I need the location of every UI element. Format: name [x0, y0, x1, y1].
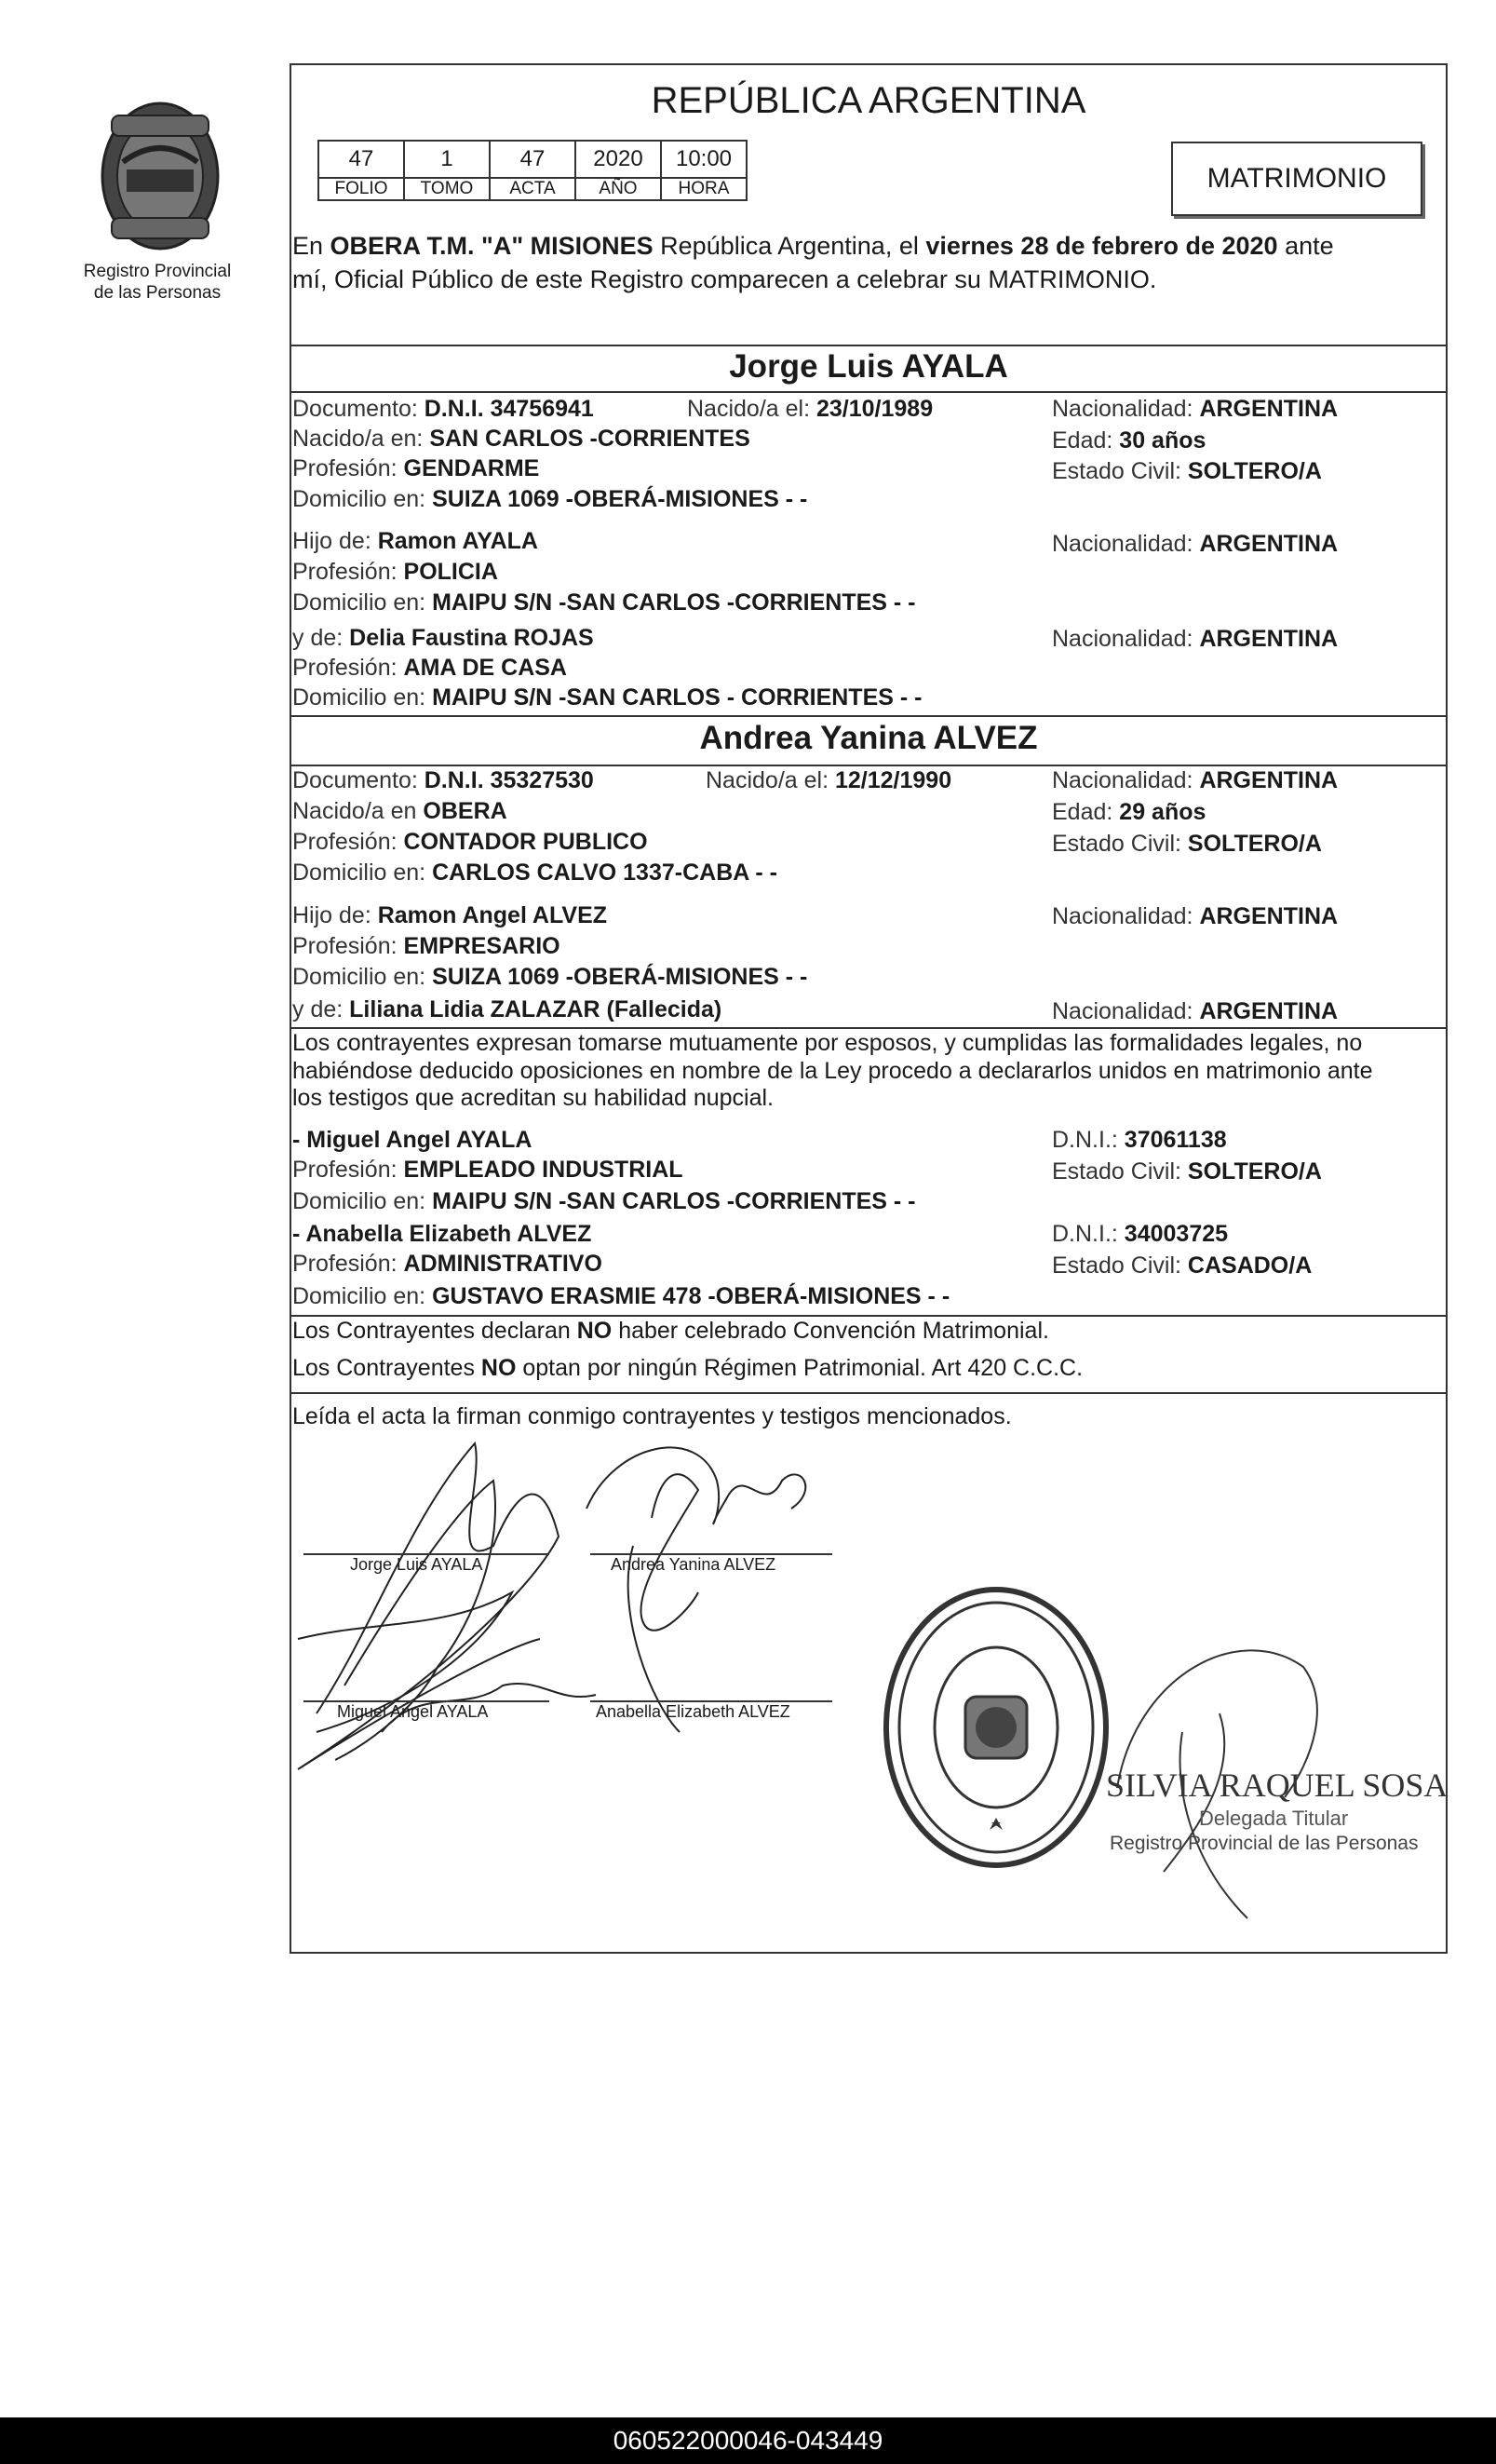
registry-line-2: de las Personas: [93, 283, 222, 303]
witness2-name-value: - Anabella Elizabeth ALVEZ: [292, 1221, 592, 1247]
s1-mother-nat-label: Nacionalidad:: [1052, 626, 1193, 652]
s1-civil: [1052, 456, 1322, 486]
witness1-dni-value: 37061138: [1124, 1127, 1227, 1153]
s1-born-in: [292, 424, 750, 454]
s1-father-label: Hijo de:: [292, 528, 371, 554]
s1-born-in-label: Nacido/a en:: [292, 426, 424, 452]
s2-dom-label: Domicilio en:: [292, 860, 426, 886]
s2-mother: [292, 995, 721, 1024]
s2-dom: [292, 858, 777, 887]
country-title: REPÚBLICA ARGENTINA: [651, 80, 1086, 121]
s1-age-value: 30 años: [1119, 427, 1206, 454]
s1-prof-value: GENDARME: [403, 455, 540, 481]
acta-value: 47: [490, 141, 575, 178]
s2-born-on-label: Nacido/a el:: [706, 767, 829, 793]
s2-father-value: Ramon Angel ALVEZ: [377, 902, 608, 928]
spouse2-name: Andrea Yanina ALVEZ: [699, 720, 1038, 756]
s1-mother-prof-label: Profesión:: [292, 655, 398, 681]
witness1-prof-value: EMPLEADO INDUSTRIAL: [403, 1157, 683, 1183]
s1-mother-value: Delia Faustina ROJAS: [349, 625, 594, 651]
record-index-table: [317, 140, 748, 201]
s1-mother-prof-value: AMA DE CASA: [403, 655, 567, 681]
s1-mother-nat-value: ARGENTINA: [1199, 626, 1339, 652]
s1-father: [292, 526, 538, 556]
s2-doc: [292, 765, 594, 795]
witness2-prof-value: ADMINISTRATIVO: [403, 1251, 602, 1277]
s1-dom-label: Domicilio en:: [292, 486, 426, 512]
s2-father-dom-value: SUIZA 1069 -OBERÁ-MISIONES - -: [432, 964, 808, 990]
s1-mother-label: y de:: [292, 625, 344, 651]
s1-dom-value: SUIZA 1069 -OBERÁ-MISIONES - -: [432, 486, 808, 512]
regime-statement: [292, 1353, 1083, 1383]
s2-born-on: [706, 765, 951, 795]
witness2-dni-value: 34003725: [1124, 1221, 1229, 1247]
s1-mother-prof: [292, 653, 567, 683]
witness1-dni: [1052, 1125, 1227, 1155]
s1-father-dom-label: Domicilio en:: [292, 589, 426, 616]
s1-doc: [292, 394, 594, 424]
hora-label: HORA: [661, 178, 747, 200]
s1-prof: [292, 454, 539, 483]
s2-age-value: 29 años: [1119, 799, 1206, 825]
s1-age: [1052, 426, 1206, 455]
misiones-seal-icon: [86, 97, 235, 255]
s2-mother-label: y de:: [292, 996, 344, 1022]
delegation-seal-icon: [880, 1583, 1112, 1872]
s1-father-prof-value: POLICIA: [403, 559, 498, 585]
reg-pre: Los Contrayentes: [292, 1355, 481, 1381]
intro-place: OBERA T.M. "A" MISIONES: [330, 232, 654, 260]
s1-civil-label: Estado Civil:: [1052, 458, 1181, 484]
witness2-civil: [1052, 1251, 1312, 1280]
intro-pre: En: [292, 232, 330, 260]
s2-born-in-label: Nacido/a en: [292, 798, 417, 824]
witness1-civil-value: SOLTERO/A: [1187, 1158, 1322, 1185]
s2-father-nat-label: Nacionalidad:: [1052, 903, 1193, 929]
s2-father-label: Hijo de:: [292, 902, 371, 928]
s2-father-prof-label: Profesión:: [292, 933, 398, 959]
s1-born-on: [687, 394, 933, 424]
folio-value: 47: [318, 141, 404, 178]
s2-civil-label: Estado Civil:: [1052, 831, 1181, 857]
witness1-dom-label: Domicilio en:: [292, 1188, 426, 1214]
s1-mother-dom-value: MAIPU S/N -SAN CARLOS - CORRIENTES - -: [432, 684, 923, 711]
s2-age-label: Edad:: [1052, 799, 1113, 825]
s2-father-nat-value: ARGENTINA: [1199, 903, 1339, 929]
intro-post: ante: [1277, 232, 1334, 260]
witness1-dom: [292, 1186, 916, 1216]
s1-nat-value: ARGENTINA: [1199, 396, 1339, 422]
witness2-civil-label: Estado Civil:: [1052, 1252, 1181, 1279]
s2-age: [1052, 797, 1206, 827]
s1-doc-value: D.N.I. 34756941: [424, 396, 594, 422]
anio-label: AÑO: [575, 178, 661, 200]
s1-father-nat-value: ARGENTINA: [1199, 531, 1339, 557]
tomo-label: TOMO: [404, 178, 490, 200]
record-type-box: MATRIMONIO: [1171, 142, 1422, 216]
s1-mother-dom-label: Domicilio en:: [292, 684, 426, 711]
s2-prof: [292, 827, 648, 857]
s1-mother-dom: [292, 683, 922, 712]
s1-nat: [1052, 394, 1338, 424]
s2-born-on-value: 12/12/1990: [834, 767, 952, 793]
sig-name-spouse1: Jorge Luis AYALA: [350, 1555, 483, 1574]
declaration-line-3: los testigos que acreditan su habilidad nupcial.: [292, 1085, 775, 1111]
s2-doc-label: Documento:: [292, 767, 418, 793]
s2-father-dom-label: Domicilio en:: [292, 964, 426, 990]
spouse1-name: Jorge Luis AYALA: [729, 348, 1008, 385]
s2-civil: [1052, 829, 1322, 859]
s1-age-label: Edad:: [1052, 427, 1113, 454]
officer-title: Delegada Titular: [1199, 1807, 1349, 1830]
witness1-prof-label: Profesión:: [292, 1157, 398, 1183]
witness1-dni-label: D.N.I.:: [1052, 1127, 1118, 1153]
registry-caption: [60, 261, 255, 304]
witness2-dni: [1052, 1219, 1228, 1249]
province-emblem: [86, 97, 235, 255]
registry-line-1: Registro Provincial: [83, 262, 232, 281]
witness1-prof: [292, 1155, 683, 1185]
s2-father-dom: [292, 962, 807, 992]
witness2-name: [292, 1219, 591, 1249]
acta-label: ACTA: [490, 178, 575, 200]
sig-name-spouse2: Andrea Yanina ALVEZ: [611, 1555, 776, 1574]
s2-mother-value: Liliana Lidia ZALAZAR (Fallecida): [349, 996, 722, 1022]
witness1-civil-label: Estado Civil:: [1052, 1158, 1181, 1185]
s2-born-in-value: OBERA: [423, 798, 507, 824]
s1-father-dom: [292, 588, 916, 617]
document-barcode-number: 060522000046-043449: [0, 2417, 1496, 2464]
declaration-line-1: Los contrayentes expresan tomarse mutuamente por esposos, y cumplidas las formalidades legales, no: [292, 1030, 1363, 1056]
reg-post: optan por ningún Régimen Patrimonial. Art 420 C.C.C.: [516, 1355, 1084, 1381]
s1-father-prof: [292, 557, 498, 587]
s2-civil-value: SOLTERO/A: [1187, 831, 1322, 857]
witness2-dni-label: D.N.I.:: [1052, 1221, 1118, 1247]
folio-label: FOLIO: [318, 178, 404, 200]
intro-line-1: [292, 231, 1334, 261]
intro-mid: República Argentina, el: [653, 232, 926, 260]
s1-prof-label: Profesión:: [292, 455, 398, 481]
sig-name-witness1: Miguel Angel AYALA: [337, 1702, 489, 1721]
s1-doc-label: Documento:: [292, 396, 418, 422]
intro-date: viernes 28 de febrero de 2020: [925, 232, 1278, 260]
s2-father-prof-value: EMPRESARIO: [403, 933, 560, 959]
s1-born-on-label: Nacido/a el:: [687, 396, 811, 422]
s1-father-nat-label: Nacionalidad:: [1052, 531, 1193, 557]
tomo-value: 1: [404, 141, 490, 178]
s1-civil-value: SOLTERO/A: [1187, 458, 1322, 484]
hora-value: 10:00: [661, 141, 747, 178]
s1-mother: [292, 623, 594, 653]
s1-father-prof-label: Profesión:: [292, 559, 398, 585]
s2-mother-nat: [1052, 996, 1338, 1026]
witness1-civil: [1052, 1157, 1322, 1186]
intro-line-2: mí, Oficial Público de este Registro comparecen a celebrar su MATRIMONIO.: [292, 265, 1157, 293]
declaration-line-2: habiéndose deducido oposiciones en nombre de la Ley procedo a declararlos unidos en matrimonio ante: [292, 1058, 1373, 1084]
s2-father: [292, 900, 607, 930]
s1-dom: [292, 484, 807, 514]
s2-doc-value: D.N.I. 35327530: [424, 767, 594, 793]
s2-nat-label: Nacionalidad:: [1052, 767, 1193, 793]
s1-father-value: Ramon AYALA: [377, 528, 538, 554]
witness2-dom-value: GUSTAVO ERASMIE 478 -OBERÁ-MISIONES - -: [432, 1283, 950, 1309]
handwritten-signatures: [261, 1406, 912, 1797]
witness2-dom: [292, 1281, 950, 1311]
s2-prof-label: Profesión:: [292, 829, 398, 855]
witness2-civil-value: CASADO/A: [1187, 1252, 1313, 1279]
witness1-dom-value: MAIPU S/N -SAN CARLOS -CORRIENTES - -: [432, 1188, 916, 1214]
witness2-dom-label: Domicilio en:: [292, 1283, 426, 1309]
s1-mother-nat: [1052, 624, 1338, 654]
s2-nat: [1052, 765, 1338, 795]
officer-name: SILVIA RAQUEL SOSA: [1106, 1767, 1449, 1804]
s2-father-nat: [1052, 901, 1338, 931]
s2-born-in: [292, 796, 507, 826]
witness2-prof: [292, 1249, 602, 1279]
reg-no: NO: [480, 1355, 517, 1381]
s2-prof-value: CONTADOR PUBLICO: [403, 829, 648, 855]
s2-mother-nat-label: Nacionalidad:: [1052, 998, 1193, 1024]
s1-born-on-value: 23/10/1989: [815, 396, 934, 422]
s1-nat-label: Nacionalidad:: [1052, 396, 1193, 422]
witness2-prof-label: Profesión:: [292, 1251, 398, 1277]
s1-born-in-value: SAN CARLOS -CORRIENTES: [429, 426, 750, 452]
s2-dom-value: CARLOS CALVO 1337-CABA - -: [432, 860, 777, 886]
s2-mother-nat-value: ARGENTINA: [1199, 998, 1339, 1024]
conv-no: NO: [576, 1318, 613, 1344]
convention-statement: [292, 1316, 1049, 1346]
witness1-name-value: - Miguel Angel AYALA: [292, 1127, 532, 1153]
s1-father-dom-value: MAIPU S/N -SAN CARLOS -CORRIENTES - -: [432, 589, 916, 616]
conv-pre: Los Contrayentes declaran: [292, 1318, 577, 1344]
read-and-signed-line: Leída el acta la firman conmigo contrayentes y testigos mencionados.: [292, 1403, 1012, 1429]
conv-post: haber celebrado Convención Matrimonial.: [612, 1318, 1049, 1344]
s1-father-nat: [1052, 529, 1338, 559]
anio-value: 2020: [575, 141, 661, 178]
s2-nat-value: ARGENTINA: [1199, 767, 1339, 793]
officer-registry: Registro Provincial de las Personas: [1110, 1833, 1419, 1854]
s2-father-prof: [292, 931, 560, 961]
sig-name-witness2: Anabella Elizabeth ALVEZ: [596, 1702, 790, 1721]
witness1-name: [292, 1125, 532, 1155]
